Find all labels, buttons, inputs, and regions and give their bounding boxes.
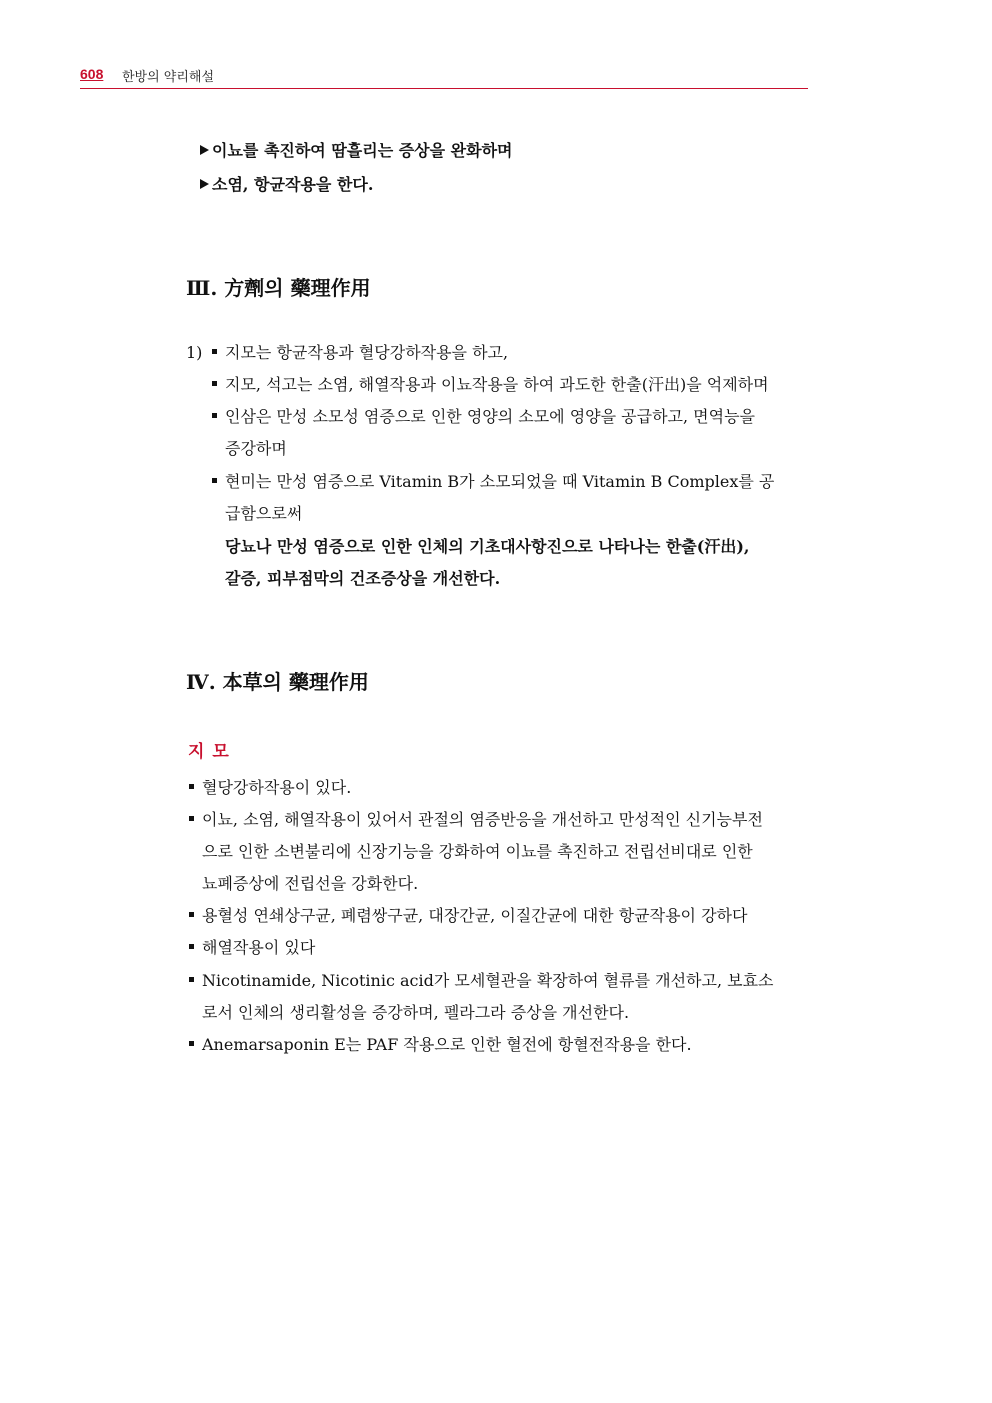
bullet-icon <box>212 381 217 386</box>
section-4-bullet-2-cont-2: 뇨폐증상에 전립선을 강화한다. <box>202 874 419 893</box>
section-4-bullet-2: 이뇨, 소염, 해열작용이 있어서 관절의 염증반응을 개선하고 만성적인 신기능부전 <box>189 810 763 830</box>
bullet-icon <box>212 478 217 483</box>
section-4-bullet-6: Anemarsaponin E는 PAF 작용으로 인한 혈전에 항혈전작용을 한다. <box>189 1035 692 1055</box>
bullet-icon <box>189 1041 194 1046</box>
section-3-title: Ⅲ. 方劑의 藥理作用 <box>186 276 371 300</box>
intro-line-1: 이뇨를 촉진하여 땀흘리는 증상을 완화하며 <box>200 141 513 161</box>
section-4-bullet-5: Nicotinamide, Nicotinic acid가 모세혈관을 확장하여 혈류를 개선하고, 보효소 <box>189 971 774 991</box>
bullet-icon <box>189 784 194 789</box>
book-title: 한방의 약리해설 <box>122 70 215 85</box>
bullet-icon <box>212 349 217 354</box>
page-header <box>80 66 808 89</box>
section-3-summary-line-2: 갈증, 피부점막의 건조증상을 개선한다. <box>225 569 501 588</box>
bullet-icon <box>189 816 194 821</box>
list-marker: 1) <box>186 343 203 362</box>
section-4-bullet-2-cont-1: 으로 인한 소변불리에 신장기능을 강화하여 이뇨를 촉진하고 전립선비대로 인한 <box>202 842 753 861</box>
bullet-icon <box>189 944 194 949</box>
section-3-summary-line-1: 당뇨나 만성 염증으로 인한 인체의 기초대사항진으로 나타나는 한출(汗出), <box>225 537 750 556</box>
herb-name: 지모 <box>188 742 237 762</box>
section-3-bullet-3: 인삼은 만성 소모성 염증으로 인한 영양의 소모에 영양을 공급하고, 면역능을 <box>212 407 755 427</box>
section-4-bullet-5-cont: 로서 인체의 생리활성을 증강하며, 펠라그라 증상을 개선한다. <box>202 1003 630 1022</box>
bullet-icon <box>212 413 217 418</box>
section-3-bullet-3-cont: 증강하며 <box>225 439 287 458</box>
arrow-icon <box>200 179 209 189</box>
section-3-bullet-4-cont: 급함으로써 <box>225 504 303 523</box>
section-4-bullet-3: 용혈성 연쇄상구균, 폐렴쌍구균, 대장간균, 이질간균에 대한 항균작용이 강하다 <box>189 906 747 926</box>
arrow-icon <box>200 145 209 155</box>
section-3-bullet-4: 현미는 만성 염증으로 Vitamin B가 소모되었을 때 Vitamin B Complex를 공 <box>212 472 774 492</box>
intro-line-2: 소염, 항균작용을 한다. <box>200 175 373 195</box>
section-3-bullet-2: 지모, 석고는 소염, 해열작용과 이뇨작용을 하여 과도한 한출(汗出)을 억제하며 <box>212 375 769 395</box>
bullet-icon <box>189 977 194 982</box>
section-4-title: Ⅳ. 本草의 藥理作用 <box>186 670 369 694</box>
section-4-bullet-1: 혈당강하작용이 있다. <box>189 778 351 798</box>
page-number: 608 <box>80 66 104 82</box>
bullet-icon <box>189 912 194 917</box>
section-3-bullet-1: 지모는 항균작용과 혈당강하작용을 하고, <box>212 343 508 363</box>
section-4-bullet-4: 해열작용이 있다 <box>189 938 315 958</box>
